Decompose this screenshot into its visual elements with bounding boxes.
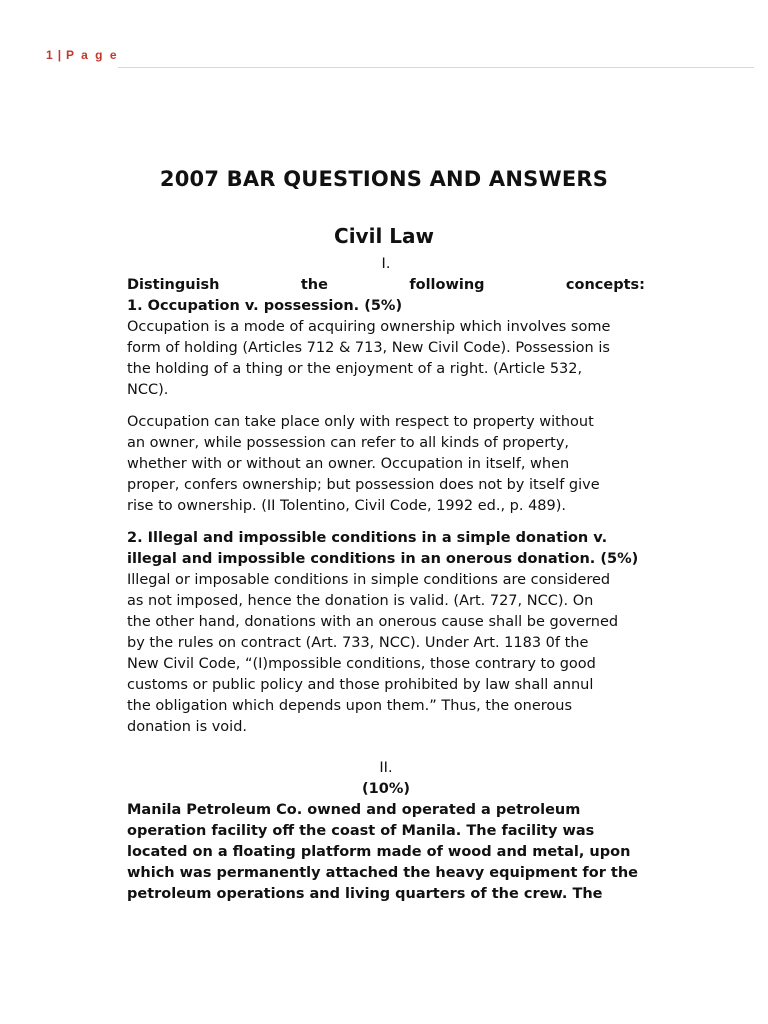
text-line: petroleum operations and living quarters of the crew. The	[127, 886, 603, 902]
text-line: proper, confers ownership; but possession does not by itself give	[127, 477, 600, 493]
part-two-question	[127, 800, 645, 905]
text-line: rise to ownership. (II Tolentino, Civil Code, 1992 ed., p. 489).	[127, 498, 567, 514]
text-line: illegal and impossible conditions in an onerous donation. (5%)	[127, 551, 639, 567]
text-line: Occupation can take place only with respect to property without	[127, 414, 594, 430]
part-one-prompt	[127, 275, 645, 296]
header-rule	[118, 67, 754, 68]
part-two-numeral: II.	[379, 760, 393, 776]
text-line: the holding of a thing or the enjoyment of a right. (Article 532,	[127, 361, 583, 377]
question-1-heading: 1. Occupation v. possession. (5%)	[127, 298, 403, 314]
prompt-word: following	[409, 277, 485, 293]
text-line: Occupation is a mode of acquiring ownership which involves some	[127, 319, 611, 335]
question-2-answer	[127, 570, 645, 738]
page-label: P a g e	[66, 48, 119, 62]
text-line: by the rules on contract (Art. 733, NCC). Under Art. 1183 0f the	[127, 635, 589, 651]
document-body	[127, 254, 645, 905]
text-line: an owner, while possession can refer to all kinds of property,	[127, 435, 570, 451]
part-two-points: (10%)	[362, 781, 410, 797]
question-1-answer-para-2	[127, 412, 645, 517]
text-line: NCC).	[127, 382, 169, 398]
text-line: donation is void.	[127, 719, 248, 735]
page-number: 1	[46, 48, 55, 62]
text-line: the other hand, donations with an onerous cause shall be governed	[127, 614, 619, 630]
text-line: operation facility off the coast of Manila. The facility was	[127, 823, 595, 839]
text-line: New Civil Code, “(I)mpossible conditions, those contrary to good	[127, 656, 596, 672]
section-title: Civil Law	[334, 224, 434, 248]
page-separator: |	[57, 48, 64, 62]
prompt-word: Distinguish	[127, 277, 220, 293]
document-title: 2007 BAR QUESTIONS AND ANSWERS	[159, 167, 609, 191]
question-2-heading	[127, 528, 645, 570]
text-line: whether with or without an owner. Occupation in itself, when	[127, 456, 570, 472]
page-header	[46, 48, 119, 62]
text-line: customs or public policy and those prohibited by law shall annul	[127, 677, 594, 693]
text-line: which was permanently attached the heavy equipment for the	[127, 865, 638, 881]
text-line: form of holding (Articles 712 & 713, New Civil Code). Possession is	[127, 340, 610, 356]
text-line: located on a floating platform made of wood and metal, upon	[127, 844, 631, 860]
text-line: as not imposed, hence the donation is valid. (Art. 727, NCC). On	[127, 593, 594, 609]
text-line: Manila Petroleum Co. owned and operated a petroleum	[127, 802, 581, 818]
text-line: the obligation which depends upon them.” Thus, the onerous	[127, 698, 573, 714]
question-1-answer-para-1	[127, 317, 645, 401]
text-line: Illegal or imposable conditions in simple conditions are considered	[127, 572, 611, 588]
prompt-word: concepts:	[565, 277, 645, 293]
prompt-word: the	[300, 277, 328, 293]
part-one-numeral: I.	[381, 256, 391, 272]
text-line: 2. Illegal and impossible conditions in a simple donation v.	[127, 530, 608, 546]
